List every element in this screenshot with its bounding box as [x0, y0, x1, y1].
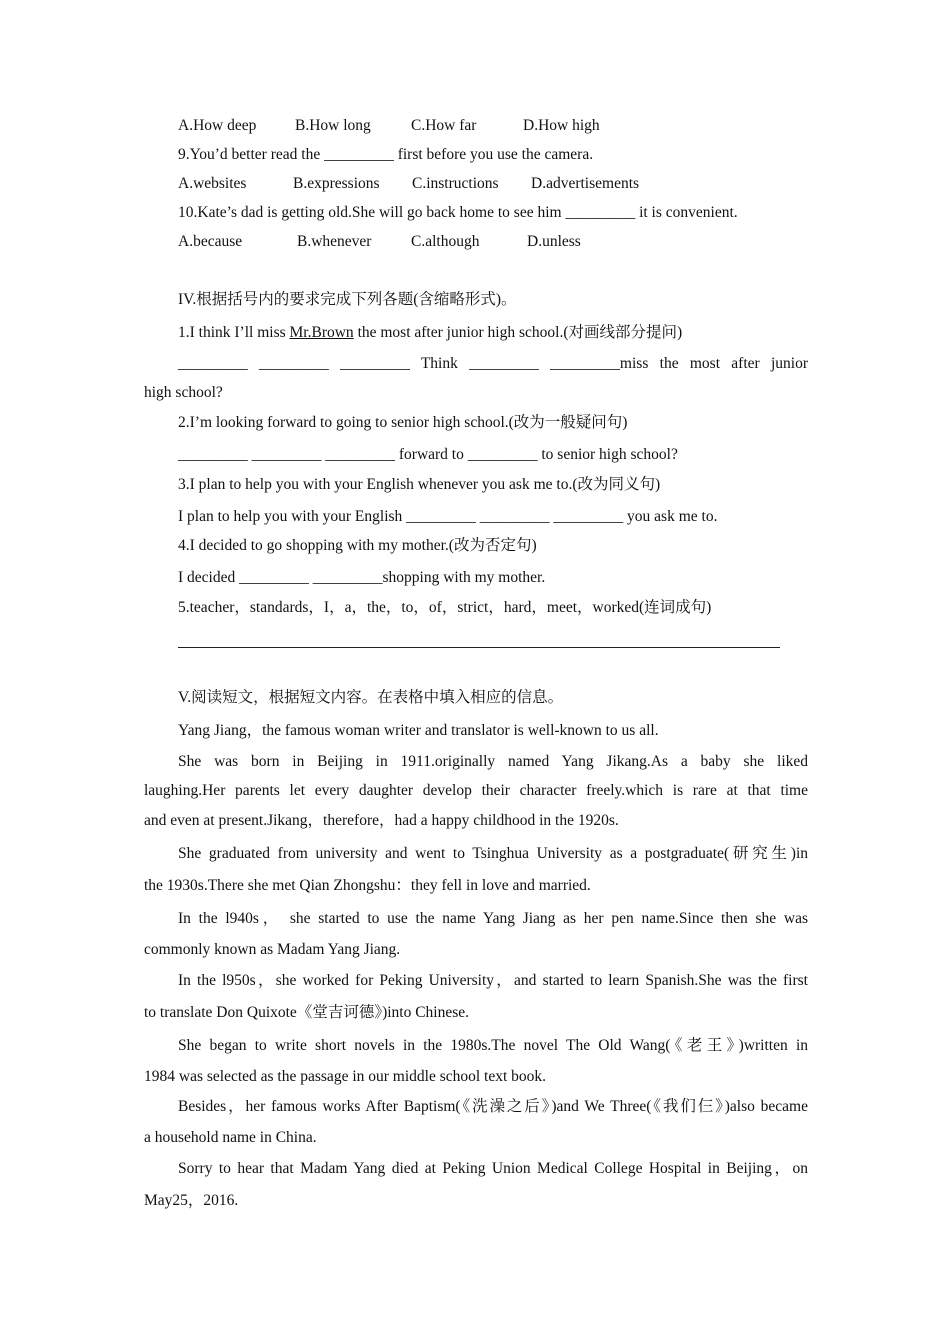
- section4-q4-answer: I decided _________ _________shopping with my mother.: [178, 569, 546, 586]
- passage-p6-line1: She began to write short novels in the 1980s.The novel The Old Wang(《老王》)written in: [178, 1037, 808, 1054]
- passage-p2-line1: She was born in Beijing in 1911.originally named Yang Jikang.As a baby she liked: [178, 753, 808, 770]
- passage-p2-line3: and even at present.Jikang，therefore，had a happy childhood in the 1920s.: [144, 812, 619, 829]
- passage-p1: Yang Jiang，the famous woman writer and translator is well-known to us all.: [178, 722, 659, 739]
- passage-p5-line1: In the l950s，she worked for Peking University，and started to learn Spanish.She was the first: [178, 972, 808, 989]
- section4-title: IV.根据括号内的要求完成下列各题(含缩略形式)。: [178, 291, 517, 308]
- q8-option-b: B.How long: [295, 117, 371, 134]
- q10-option-a: A.because: [178, 233, 243, 250]
- section4-q3-answer: I plan to help you with your English _________ _________ _________ you ask me to.: [178, 508, 718, 525]
- passage-p2-line2: laughing.Her parents let every daughter develop their character freely.which is rare at that time: [144, 782, 808, 799]
- q9-stem: 9.You’d better read the _________ first before you use the camera.: [178, 146, 594, 163]
- q1-underlined: Mr.Brown: [289, 324, 354, 341]
- passage-p8-line1: Sorry to hear that Madam Yang died at Peking Union Medical College Hospital in Beijing，on: [178, 1160, 808, 1177]
- q9-option-b: B.expressions: [293, 175, 380, 192]
- q1-post: the most after junior high school.(对画线部分提问): [353, 324, 683, 341]
- q10-option-b: B.whenever: [297, 233, 372, 250]
- q8-option-c: C.How far: [411, 117, 477, 134]
- section4-q4: 4.I decided to go shopping with my mother.(改为否定句): [178, 537, 537, 554]
- q10-option-c: C.although: [411, 233, 480, 250]
- passage-p4-line2: commonly known as Madam Yang Jiang.: [144, 941, 401, 958]
- section4-q2: 2.I’m looking forward to going to senior high school.(改为一般疑问句): [178, 414, 628, 431]
- passage-p5-line2: to translate Don Quixote《堂吉诃德》)into Chinese.: [144, 1004, 470, 1021]
- q1-pre: 1.I think I’ll miss: [178, 324, 290, 341]
- q9-option-d: D.advertisements: [531, 175, 640, 192]
- passage-p6-line2: 1984 was selected as the passage in our middle school text book.: [144, 1068, 547, 1085]
- q8-option-a: A.How deep: [178, 117, 257, 134]
- q8-option-d: D.How high: [523, 117, 600, 134]
- passage-p7-line2: a household name in China.: [144, 1129, 317, 1146]
- q10-stem: 10.Kate’s dad is getting old.She will go back home to see him _________ it is convenient.: [178, 204, 738, 221]
- section4-q2-answer: _________ _________ _________ forward to _________ to senior high school?: [178, 446, 678, 463]
- passage-p4-line1: In the l940s， she started to use the name Yang Jiang as her pen name.Since then she was: [178, 910, 808, 927]
- section4-q1: [178, 323, 682, 343]
- section4-q5-answer-rule: [178, 647, 780, 648]
- passage-p3-line2: the 1930s.There she met Qian Zhongshu：they fell in love and married.: [144, 877, 591, 894]
- passage-p3-line1: She graduated from university and went to Tsinghua University as a postgraduate(研究生)in: [178, 845, 808, 862]
- passage-p8-line2: May25，2016.: [144, 1192, 239, 1209]
- passage-p7-line1: Besides，her famous works After Baptism(《洗澡之后》)and We Three(《我们仨》)also became: [178, 1098, 808, 1115]
- section5-title: V.阅读短文，根据短文内容。在表格中填入相应的信息。: [178, 689, 564, 706]
- q9-option-c: C.instructions: [412, 175, 499, 192]
- q9-option-a: A.websites: [178, 175, 247, 192]
- section4-q3: 3.I plan to help you with your English whenever you ask me to.(改为同义句): [178, 476, 661, 493]
- q10-option-d: D.unless: [527, 233, 581, 250]
- section4-q5: 5.teacher，standards，I，a，the，to，of，strict，hard，meet，worked(连词成句): [178, 599, 712, 616]
- section4-q1-answer-line1: _________ _________ _________ Think _________ _________miss the most after junior: [178, 355, 808, 372]
- section4-q1-answer-line2: high school?: [144, 384, 223, 401]
